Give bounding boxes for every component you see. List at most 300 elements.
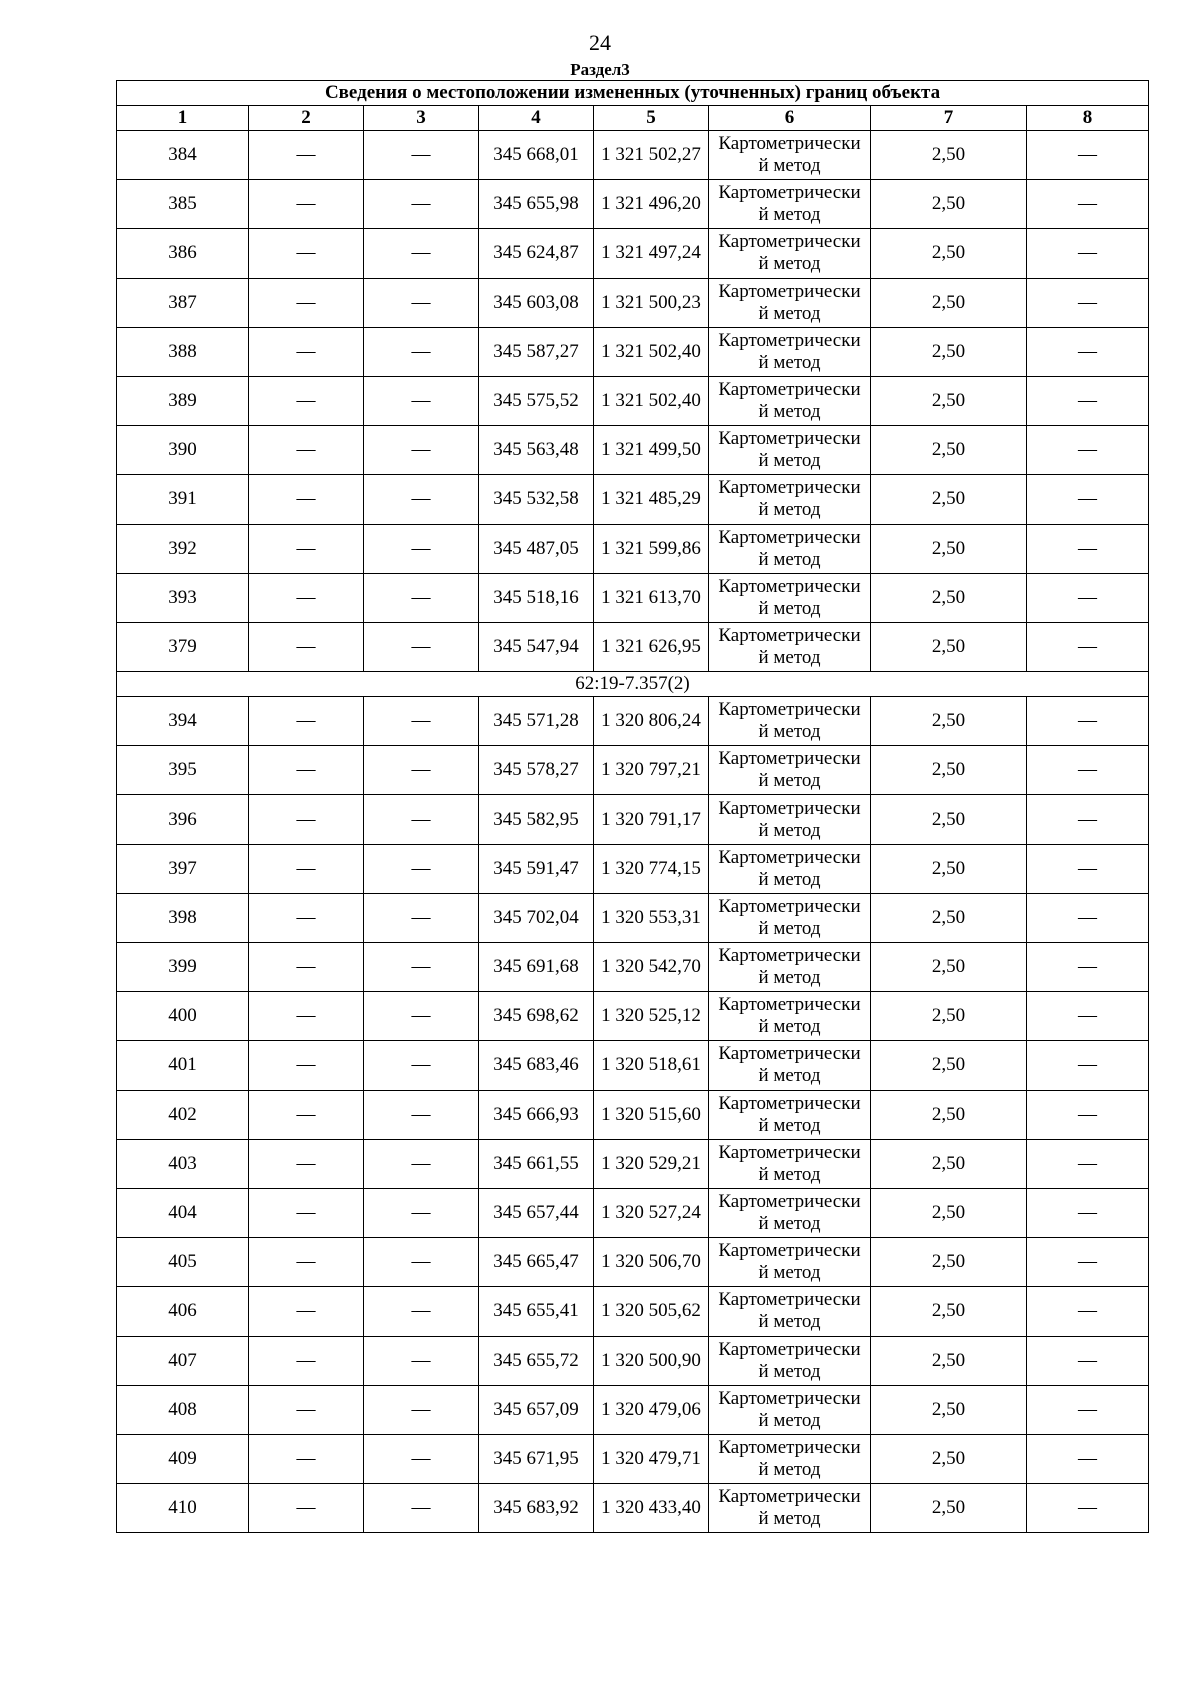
method-line-2: й метод	[758, 204, 821, 226]
column-8-dash: —	[1027, 844, 1149, 893]
point-number: 393	[117, 573, 249, 622]
method-line-2: й метод	[758, 1360, 821, 1382]
column-8-dash: —	[1027, 1434, 1149, 1483]
coordinate-x: 345 518,16	[479, 573, 594, 622]
method-cell	[709, 1287, 871, 1336]
method-line-1: Картометрически	[718, 1486, 861, 1508]
column-3-dash: —	[364, 1139, 479, 1188]
point-number: 379	[117, 622, 249, 671]
column-number-1: 1	[117, 106, 249, 131]
column-2-dash: —	[249, 1287, 364, 1336]
column-8-dash: —	[1027, 1090, 1149, 1139]
method-line-2: й метод	[758, 1262, 821, 1284]
coordinate-y: 1 320 542,70	[594, 943, 709, 992]
point-number: 406	[117, 1287, 249, 1336]
method-cell	[709, 376, 871, 425]
accuracy: 2,50	[871, 1041, 1027, 1090]
coordinate-x: 345 702,04	[479, 893, 594, 942]
coordinate-y: 1 320 505,62	[594, 1287, 709, 1336]
column-8-dash: —	[1027, 524, 1149, 573]
column-2-dash: —	[249, 1090, 364, 1139]
coordinate-x: 345 591,47	[479, 844, 594, 893]
page-number: 24	[589, 30, 611, 55]
coordinate-x: 345 487,05	[479, 524, 594, 573]
column-2-dash: —	[249, 278, 364, 327]
method-cell	[709, 697, 871, 746]
method-line-1: Картометрически	[718, 699, 861, 721]
column-3-dash: —	[364, 1188, 479, 1237]
accuracy: 2,50	[871, 844, 1027, 893]
method-line-2: й метод	[758, 1458, 821, 1480]
method-line-1: Картометрически	[718, 1092, 861, 1114]
table-row	[117, 131, 1149, 180]
coordinate-x: 345 532,58	[479, 475, 594, 524]
column-2-dash: —	[249, 697, 364, 746]
column-3-dash: —	[364, 622, 479, 671]
coordinate-y: 1 321 485,29	[594, 475, 709, 524]
column-8-dash: —	[1027, 697, 1149, 746]
method-line-1: Картометрически	[718, 797, 861, 819]
method-line-1: Картометрически	[718, 748, 861, 770]
method-line-2: й метод	[758, 1016, 821, 1038]
method-line-2: й метод	[758, 1409, 821, 1431]
method-cell	[709, 327, 871, 376]
method-line-2: й метод	[758, 967, 821, 989]
accuracy: 2,50	[871, 278, 1027, 327]
column-3-dash: —	[364, 844, 479, 893]
coordinate-x: 345 668,01	[479, 131, 594, 180]
column-8-dash: —	[1027, 746, 1149, 795]
table-row	[117, 376, 1149, 425]
column-3-dash: —	[364, 327, 479, 376]
method-line-2: й метод	[758, 155, 821, 177]
point-number: 387	[117, 278, 249, 327]
coordinate-y: 1 320 791,17	[594, 795, 709, 844]
column-number-7: 7	[871, 106, 1027, 131]
coordinate-y: 1 321 502,40	[594, 327, 709, 376]
column-3-dash: —	[364, 1287, 479, 1336]
section-title: Раздел3	[570, 60, 630, 79]
method-line-2: й метод	[758, 548, 821, 570]
coordinate-y: 1 320 506,70	[594, 1238, 709, 1287]
column-3-dash: —	[364, 131, 479, 180]
column-3-dash: —	[364, 1484, 479, 1533]
column-2-dash: —	[249, 746, 364, 795]
method-line-1: Картометрически	[718, 231, 861, 253]
table-row	[117, 1139, 1149, 1188]
accuracy: 2,50	[871, 1385, 1027, 1434]
column-3-dash: —	[364, 1336, 479, 1385]
column-2-dash: —	[249, 943, 364, 992]
column-8-dash: —	[1027, 180, 1149, 229]
method-line-2: й метод	[758, 721, 821, 743]
table-row	[117, 1434, 1149, 1483]
table-row	[117, 1188, 1149, 1237]
point-number: 396	[117, 795, 249, 844]
table-row	[117, 426, 1149, 475]
column-numbers-row	[117, 106, 1149, 131]
method-cell	[709, 1188, 871, 1237]
coordinate-y: 1 321 599,86	[594, 524, 709, 573]
group-row	[117, 672, 1149, 697]
table-row	[117, 1041, 1149, 1090]
accuracy: 2,50	[871, 376, 1027, 425]
method-line-1: Картометрически	[718, 1338, 861, 1360]
method-line-2: й метод	[758, 868, 821, 890]
column-3-dash: —	[364, 573, 479, 622]
method-line-2: й метод	[758, 646, 821, 668]
accuracy: 2,50	[871, 1287, 1027, 1336]
column-number-2: 2	[249, 106, 364, 131]
column-2-dash: —	[249, 622, 364, 671]
column-2-dash: —	[249, 1041, 364, 1090]
accuracy: 2,50	[871, 426, 1027, 475]
coordinate-y: 1 320 479,06	[594, 1385, 709, 1434]
point-number: 385	[117, 180, 249, 229]
column-8-dash: —	[1027, 573, 1149, 622]
coordinate-x: 345 691,68	[479, 943, 594, 992]
column-number-8: 8	[1027, 106, 1149, 131]
method-line-2: й метод	[758, 253, 821, 275]
column-8-dash: —	[1027, 376, 1149, 425]
method-line-2: й метод	[758, 351, 821, 373]
table-row	[117, 327, 1149, 376]
coordinate-y: 1 320 529,21	[594, 1139, 709, 1188]
coordinate-y: 1 321 499,50	[594, 426, 709, 475]
column-3-dash: —	[364, 426, 479, 475]
coordinate-y: 1 320 515,60	[594, 1090, 709, 1139]
method-line-2: й метод	[758, 819, 821, 841]
method-cell	[709, 229, 871, 278]
column-8-dash: —	[1027, 327, 1149, 376]
coordinate-y: 1 320 525,12	[594, 992, 709, 1041]
coordinate-y: 1 321 500,23	[594, 278, 709, 327]
coordinate-x: 345 698,62	[479, 992, 594, 1041]
table-row	[117, 1090, 1149, 1139]
method-cell	[709, 426, 871, 475]
column-3-dash: —	[364, 1434, 479, 1483]
accuracy: 2,50	[871, 622, 1027, 671]
table-row	[117, 573, 1149, 622]
accuracy: 2,50	[871, 524, 1027, 573]
accuracy: 2,50	[871, 943, 1027, 992]
accuracy: 2,50	[871, 229, 1027, 278]
column-8-dash: —	[1027, 1041, 1149, 1090]
accuracy: 2,50	[871, 1090, 1027, 1139]
method-line-2: й метод	[758, 499, 821, 521]
coordinate-x: 345 575,52	[479, 376, 594, 425]
method-cell	[709, 1336, 871, 1385]
coordinate-y: 1 320 479,71	[594, 1434, 709, 1483]
method-line-1: Картометрически	[718, 329, 861, 351]
column-8-dash: —	[1027, 1139, 1149, 1188]
method-line-2: й метод	[758, 1114, 821, 1136]
column-8-dash: —	[1027, 1287, 1149, 1336]
coordinate-x: 345 657,44	[479, 1188, 594, 1237]
method-line-1: Картометрически	[718, 379, 861, 401]
method-line-2: й метод	[758, 1163, 821, 1185]
coordinate-x: 345 587,27	[479, 327, 594, 376]
column-8-dash: —	[1027, 131, 1149, 180]
coordinate-y: 1 320 797,21	[594, 746, 709, 795]
method-line-1: Картометрически	[718, 477, 861, 499]
column-3-dash: —	[364, 1238, 479, 1287]
method-line-1: Картометрически	[718, 280, 861, 302]
method-line-2: й метод	[758, 770, 821, 792]
coordinate-x: 345 563,48	[479, 426, 594, 475]
column-number-5: 5	[594, 106, 709, 131]
coordinate-y: 1 320 553,31	[594, 893, 709, 942]
table-row	[117, 943, 1149, 992]
table-row	[117, 893, 1149, 942]
method-cell	[709, 131, 871, 180]
column-3-dash: —	[364, 180, 479, 229]
method-line-1: Картометрически	[718, 1387, 861, 1409]
method-line-2: й метод	[758, 597, 821, 619]
point-number: 395	[117, 746, 249, 795]
method-cell	[709, 943, 871, 992]
table-row	[117, 180, 1149, 229]
method-cell	[709, 524, 871, 573]
accuracy: 2,50	[871, 327, 1027, 376]
column-3-dash: —	[364, 475, 479, 524]
method-line-1: Картометрически	[718, 1141, 861, 1163]
table-row	[117, 475, 1149, 524]
method-line-2: й метод	[758, 1213, 821, 1235]
column-2-dash: —	[249, 1238, 364, 1287]
point-number: 409	[117, 1434, 249, 1483]
column-number-4: 4	[479, 106, 594, 131]
method-line-1: Картометрически	[718, 895, 861, 917]
method-line-2: й метод	[758, 302, 821, 324]
column-8-dash: —	[1027, 426, 1149, 475]
point-number: 398	[117, 893, 249, 942]
method-cell	[709, 622, 871, 671]
coordinate-x: 345 665,47	[479, 1238, 594, 1287]
point-number: 391	[117, 475, 249, 524]
column-8-dash: —	[1027, 992, 1149, 1041]
table-row	[117, 1336, 1149, 1385]
point-number: 386	[117, 229, 249, 278]
method-line-1: Картометрически	[718, 526, 861, 548]
column-2-dash: —	[249, 229, 364, 278]
table-row	[117, 1484, 1149, 1533]
method-line-1: Картометрически	[718, 1240, 861, 1262]
coordinate-x: 345 571,28	[479, 697, 594, 746]
accuracy: 2,50	[871, 1188, 1027, 1237]
table-row	[117, 844, 1149, 893]
point-number: 388	[117, 327, 249, 376]
method-line-1: Картометрически	[718, 846, 861, 868]
accuracy: 2,50	[871, 1484, 1027, 1533]
table-caption-row	[117, 81, 1149, 106]
method-cell	[709, 1090, 871, 1139]
accuracy: 2,50	[871, 992, 1027, 1041]
method-cell	[709, 573, 871, 622]
table-header	[117, 81, 1149, 131]
method-line-1: Картометрически	[718, 624, 861, 646]
point-number: 394	[117, 697, 249, 746]
coordinate-y: 1 320 518,61	[594, 1041, 709, 1090]
column-3-dash: —	[364, 893, 479, 942]
method-line-1: Картометрически	[718, 994, 861, 1016]
table-row	[117, 278, 1149, 327]
column-3-dash: —	[364, 1385, 479, 1434]
column-2-dash: —	[249, 180, 364, 229]
column-2-dash: —	[249, 131, 364, 180]
group-label: 62:19-7.357(2)	[117, 672, 1149, 697]
point-number: 400	[117, 992, 249, 1041]
coordinate-x: 345 666,93	[479, 1090, 594, 1139]
column-3-dash: —	[364, 992, 479, 1041]
column-2-dash: —	[249, 475, 364, 524]
column-3-dash: —	[364, 943, 479, 992]
method-line-1: Картометрически	[718, 575, 861, 597]
column-3-dash: —	[364, 278, 479, 327]
method-line-1: Картометрически	[718, 428, 861, 450]
table-row	[117, 992, 1149, 1041]
point-number: 384	[117, 131, 249, 180]
coordinate-x: 345 661,55	[479, 1139, 594, 1188]
column-8-dash: —	[1027, 1336, 1149, 1385]
column-8-dash: —	[1027, 943, 1149, 992]
coordinate-y: 1 320 774,15	[594, 844, 709, 893]
column-2-dash: —	[249, 1385, 364, 1434]
column-2-dash: —	[249, 376, 364, 425]
coordinates-table	[116, 80, 1149, 1533]
accuracy: 2,50	[871, 746, 1027, 795]
accuracy: 2,50	[871, 573, 1027, 622]
column-2-dash: —	[249, 992, 364, 1041]
column-3-dash: —	[364, 524, 479, 573]
point-number: 408	[117, 1385, 249, 1434]
accuracy: 2,50	[871, 1434, 1027, 1483]
column-2-dash: —	[249, 426, 364, 475]
method-cell	[709, 1484, 871, 1533]
method-line-2: й метод	[758, 1065, 821, 1087]
accuracy: 2,50	[871, 180, 1027, 229]
accuracy: 2,50	[871, 1336, 1027, 1385]
table-row	[117, 795, 1149, 844]
method-cell	[709, 475, 871, 524]
coordinate-x: 345 624,87	[479, 229, 594, 278]
column-2-dash: —	[249, 893, 364, 942]
column-8-dash: —	[1027, 622, 1149, 671]
column-2-dash: —	[249, 1139, 364, 1188]
coordinate-x: 345 547,94	[479, 622, 594, 671]
point-number: 407	[117, 1336, 249, 1385]
table-row	[117, 229, 1149, 278]
method-cell	[709, 180, 871, 229]
column-8-dash: —	[1027, 795, 1149, 844]
table-body	[117, 131, 1149, 1533]
coordinate-x: 345 655,72	[479, 1336, 594, 1385]
column-number-6: 6	[709, 106, 871, 131]
method-cell	[709, 746, 871, 795]
method-line-2: й метод	[758, 1311, 821, 1333]
column-number-3: 3	[364, 106, 479, 131]
column-3-dash: —	[364, 746, 479, 795]
method-cell	[709, 844, 871, 893]
method-cell	[709, 1139, 871, 1188]
point-number: 410	[117, 1484, 249, 1533]
table-row	[117, 524, 1149, 573]
method-line-1: Картометрически	[718, 1191, 861, 1213]
column-8-dash: —	[1027, 1188, 1149, 1237]
point-number: 399	[117, 943, 249, 992]
accuracy: 2,50	[871, 893, 1027, 942]
table-row	[117, 622, 1149, 671]
column-8-dash: —	[1027, 1484, 1149, 1533]
coordinate-x: 345 683,92	[479, 1484, 594, 1533]
column-8-dash: —	[1027, 1385, 1149, 1434]
coordinate-y: 1 320 500,90	[594, 1336, 709, 1385]
coordinate-y: 1 321 502,40	[594, 376, 709, 425]
column-3-dash: —	[364, 1090, 479, 1139]
coordinate-y: 1 321 613,70	[594, 573, 709, 622]
point-number: 404	[117, 1188, 249, 1237]
method-line-1: Картометрически	[718, 182, 861, 204]
point-number: 402	[117, 1090, 249, 1139]
table-row	[117, 697, 1149, 746]
method-cell	[709, 992, 871, 1041]
table-caption: Сведения о местоположении измененных (уточненных) границ объекта	[117, 81, 1149, 106]
method-cell	[709, 1041, 871, 1090]
column-8-dash: —	[1027, 229, 1149, 278]
accuracy: 2,50	[871, 697, 1027, 746]
method-line-2: й метод	[758, 1508, 821, 1530]
coordinate-x: 345 683,46	[479, 1041, 594, 1090]
point-number: 389	[117, 376, 249, 425]
coordinate-x: 345 578,27	[479, 746, 594, 795]
method-cell	[709, 893, 871, 942]
point-number: 401	[117, 1041, 249, 1090]
coordinate-y: 1 321 502,27	[594, 131, 709, 180]
table-row	[117, 1287, 1149, 1336]
coordinate-x: 345 671,95	[479, 1434, 594, 1483]
method-line-1: Картометрически	[718, 1289, 861, 1311]
point-number: 390	[117, 426, 249, 475]
method-cell	[709, 1238, 871, 1287]
coordinate-y: 1 320 527,24	[594, 1188, 709, 1237]
method-line-1: Картометрически	[718, 945, 861, 967]
method-cell	[709, 1385, 871, 1434]
coordinate-x: 345 603,08	[479, 278, 594, 327]
column-2-dash: —	[249, 327, 364, 376]
coordinate-x: 345 655,41	[479, 1287, 594, 1336]
method-line-2: й метод	[758, 450, 821, 472]
coordinate-y: 1 320 433,40	[594, 1484, 709, 1533]
point-number: 397	[117, 844, 249, 893]
table-row	[117, 746, 1149, 795]
column-2-dash: —	[249, 1188, 364, 1237]
column-2-dash: —	[249, 1434, 364, 1483]
coordinate-y: 1 321 626,95	[594, 622, 709, 671]
column-8-dash: —	[1027, 278, 1149, 327]
coordinate-x: 345 655,98	[479, 180, 594, 229]
column-2-dash: —	[249, 1336, 364, 1385]
accuracy: 2,50	[871, 1139, 1027, 1188]
point-number: 403	[117, 1139, 249, 1188]
method-cell	[709, 795, 871, 844]
accuracy: 2,50	[871, 795, 1027, 844]
point-number: 405	[117, 1238, 249, 1287]
column-2-dash: —	[249, 524, 364, 573]
coordinate-y: 1 321 496,20	[594, 180, 709, 229]
coordinate-x: 345 657,09	[479, 1385, 594, 1434]
column-3-dash: —	[364, 376, 479, 425]
coordinate-x: 345 582,95	[479, 795, 594, 844]
